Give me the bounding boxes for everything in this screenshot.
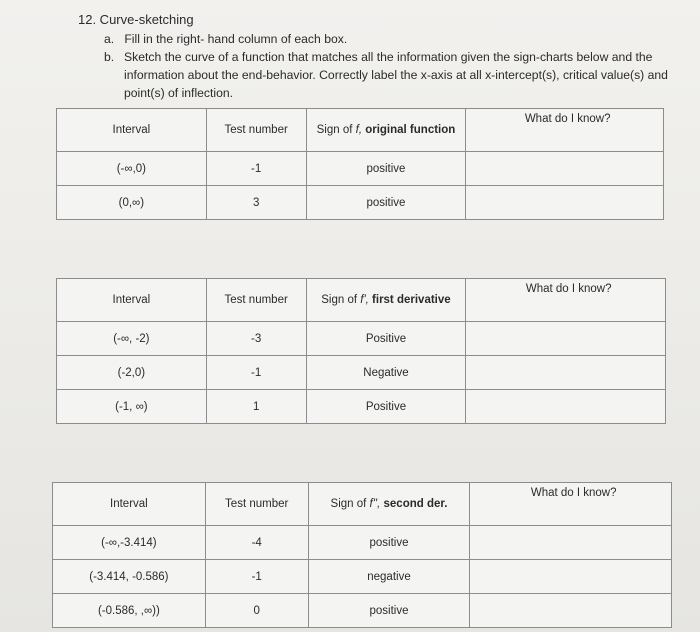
test-number-cell: 1 — [206, 390, 306, 424]
interval-cell: (-0.586, ,∞)) — [53, 594, 206, 628]
sign-chart-original-function — [56, 108, 664, 220]
interval-cell: (-∞, -2) — [57, 322, 207, 356]
table-header-row — [57, 109, 664, 152]
table-row — [53, 526, 672, 560]
table-header-row — [53, 483, 672, 526]
table-row — [57, 322, 666, 356]
interval-cell: (-1, ∞) — [57, 390, 207, 424]
sign-chart-second-derivative — [52, 482, 672, 628]
sign-cell: positive — [308, 526, 470, 560]
answer-cell[interactable] — [470, 594, 672, 628]
test-number-cell: -1 — [206, 356, 306, 390]
table-row — [57, 152, 664, 186]
test-number-cell: -4 — [205, 526, 308, 560]
sign-cell: Positive — [306, 390, 466, 424]
header-interval: Interval — [53, 483, 206, 526]
table-row — [57, 390, 666, 424]
sign-cell: positive — [306, 186, 466, 220]
test-number-cell: 0 — [205, 594, 308, 628]
interval-cell: (-∞,-3.414) — [53, 526, 206, 560]
interval-cell: (-∞,0) — [57, 152, 207, 186]
header-what-do-i-know: What do I know? — [466, 109, 664, 152]
header-interval: Interval — [57, 279, 207, 322]
sign-chart-first-derivative — [56, 278, 666, 424]
header-what-do-i-know: What do I know? — [466, 279, 666, 322]
part-b-label: b. — [104, 50, 115, 64]
answer-cell[interactable] — [466, 322, 666, 356]
header-sign: Sign of f', first derivative — [306, 279, 466, 322]
sign-cell: positive — [308, 594, 470, 628]
interval-cell: (-3.414, -0.586) — [53, 560, 206, 594]
test-number-cell: 3 — [206, 186, 306, 220]
part-a — [104, 30, 347, 48]
table-row — [53, 560, 672, 594]
sign-cell: negative — [308, 560, 470, 594]
interval-cell: (-2,0) — [57, 356, 207, 390]
answer-cell[interactable] — [466, 356, 666, 390]
header-test-number: Test number — [205, 483, 308, 526]
answer-cell[interactable] — [470, 526, 672, 560]
table-row — [57, 356, 666, 390]
part-a-text: Fill in the right- hand column of each box. — [124, 32, 348, 46]
table-row — [57, 186, 664, 220]
part-a-label: a. — [104, 32, 115, 46]
test-number-cell: -3 — [206, 322, 306, 356]
interval-cell: (0,∞) — [57, 186, 207, 220]
header-interval: Interval — [57, 109, 207, 152]
table-header-row — [57, 279, 666, 322]
answer-cell[interactable] — [466, 390, 666, 424]
header-sign: Sign of f, original function — [306, 109, 466, 152]
test-number-cell: -1 — [206, 152, 306, 186]
test-number-cell: -1 — [205, 560, 308, 594]
answer-cell[interactable] — [470, 560, 672, 594]
answer-cell[interactable] — [466, 152, 664, 186]
part-b-text: Sketch the curve of a function that matches all the information given the sign-charts below and the information about the end-behavior. Correctly label the x-axis at all x-intercept(s), critical value(s) and point(s) of inflection. — [124, 50, 668, 100]
header-test-number: Test number — [206, 109, 306, 152]
header-test-number: Test number — [206, 279, 306, 322]
table-row — [53, 594, 672, 628]
sign-cell: Negative — [306, 356, 466, 390]
answer-cell[interactable] — [466, 186, 664, 220]
sign-cell: Positive — [306, 322, 466, 356]
header-what-do-i-know: What do I know? — [470, 483, 672, 526]
question-title: 12. Curve-sketching — [78, 12, 194, 27]
header-sign: Sign of f'', second der. — [308, 483, 470, 526]
sign-cell: positive — [306, 152, 466, 186]
